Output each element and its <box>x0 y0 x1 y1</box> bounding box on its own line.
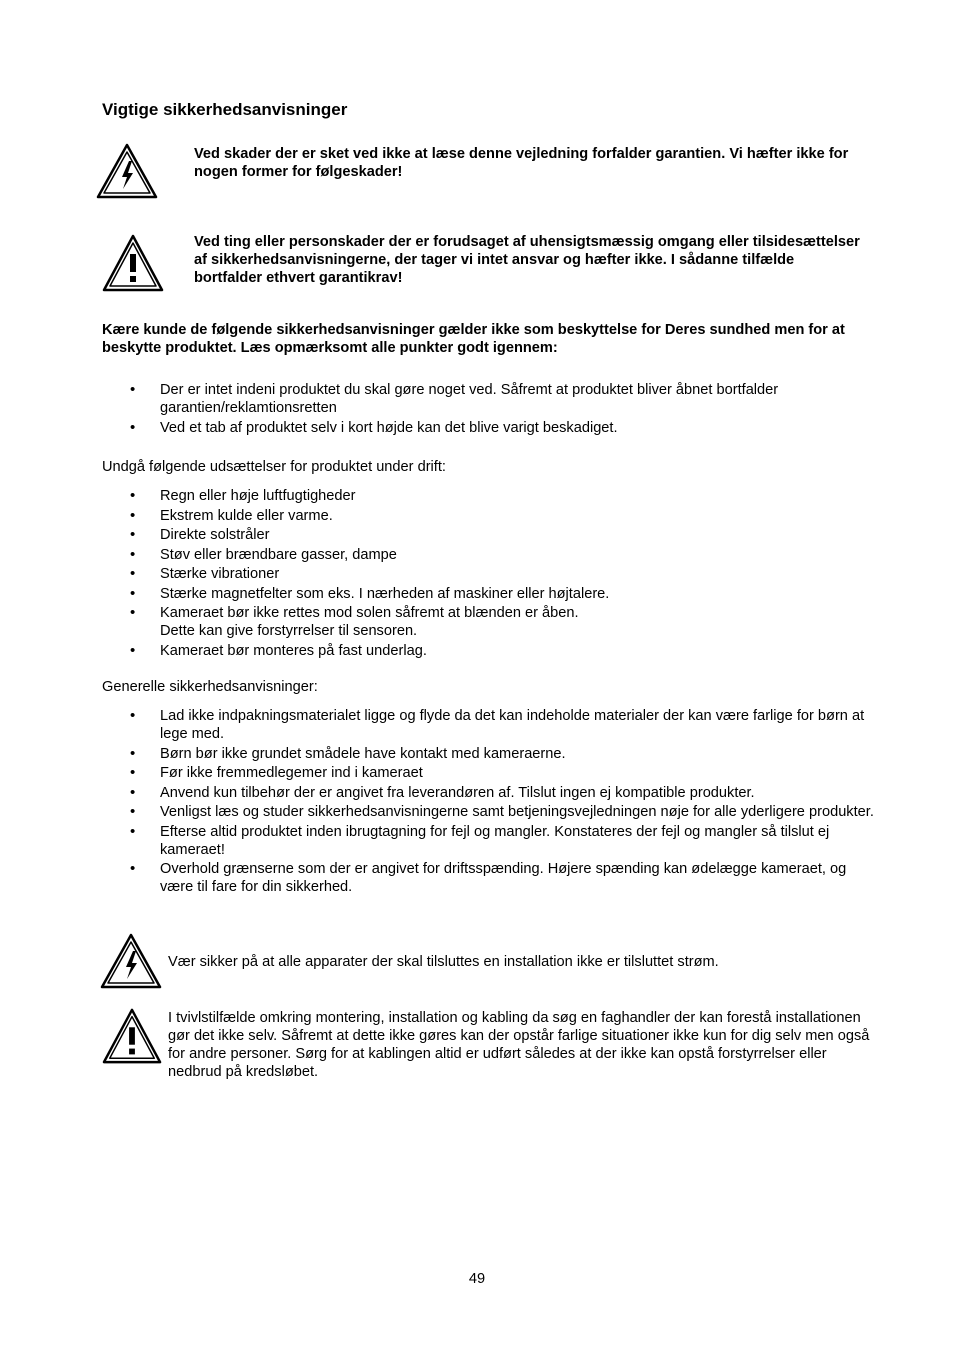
electric-shock-warning-icon <box>96 143 158 199</box>
list-item: • Før ikke fremmedlegemer ind i kameraet <box>102 764 882 782</box>
exclamation-warning-icon <box>102 1007 162 1065</box>
section-heading-avoid: Undgå følgende udsættelser for produktet under drift: <box>102 459 446 475</box>
list-item: • Regn eller høje luftfugtigheder <box>102 487 882 505</box>
list-item: • Direkte solstråler <box>102 526 882 544</box>
bullet-list-2 <box>102 487 882 661</box>
warning-text-2: Ved ting eller personskader der er forudsaget af uhensigtsmæssig omgang eller tilsidesættelser af sikkerhedsanvisningerne, der tager vi intet ansvar og hæfter ikke. I sådanne tilfælde bortfalder ethvert garantikrav! <box>194 234 860 286</box>
list-item: • Venligst læs og studer sikkerhedsanvisningerne samt betjeningsvejledningen nøje for alle yderligere produkter. <box>102 803 882 821</box>
list-item: • Stærke magnetfelter som eks. I nærheden af maskiner eller højtalere. <box>102 585 882 603</box>
page-number: 49 <box>468 1271 486 1287</box>
list-item: • Lad ikke indpakningsmaterialet ligge og flyde da det kan indeholde materialer der kan være farlige for børn at lege med. <box>102 707 882 743</box>
list-item: • Ekstrem kulde eller varme. <box>102 507 882 525</box>
list-item: • Der er intet indeni produktet du skal gøre noget ved. Såfremt at produktet bliver åbnet bortfalder garantien/reklamtionsretten <box>102 381 882 417</box>
list-item: • Støv eller brændbare gasser, dampe <box>102 546 882 564</box>
bullet-list-3 <box>102 707 882 898</box>
list-item: • Efterse altid produktet inden ibrugtagning for fejl og mangler. Konstateres der fejl og mangler så tilslut ej kameraet! <box>102 823 882 859</box>
list-item: • Kameraet bør monteres på fast underlag. <box>102 642 882 660</box>
section-heading-general: Generelle sikkerhedsanvisninger: <box>102 679 318 695</box>
list-item: • Ved et tab af produktet selv i kort højde kan det blive varigt beskadiget. <box>102 419 882 437</box>
list-item: • Anvend kun tilbehør der er angivet fra leverandøren af. Tilslut ingen ej kompatible produkter. <box>102 784 882 802</box>
list-item: • Stærke vibrationer <box>102 565 882 583</box>
list-item: • Kameraet bør ikke rettes mod solen såfremt at blænden er åben. Dette kan give forstyrrelser til sensoren. <box>102 604 882 640</box>
intro-text: Kære kunde de følgende sikkerhedsanvisninger gælder ikke som beskyttelse for Deres sundhed men for at beskytte produktet. Læs opmærksomt alle punkter godt igennem: <box>102 322 845 356</box>
bullet-list-1 <box>102 381 882 438</box>
warning-text-3: Vær sikker på at alle apparater der skal tilsluttes en installation ikke er tilsluttet strøm. <box>168 954 719 970</box>
warning-text-1: Ved skader der er sket ved ikke at læse denne vejledning forfalder garantien. Vi hæfter ikke for nogen former for følgeskader! <box>194 146 849 180</box>
list-item: • Overhold grænserne som der er angivet for driftsspænding. Højere spænding kan ødelægge kameraet, og være til fare for din sikkerhed. <box>102 860 882 896</box>
list-item: • Børn bør ikke grundet smådele have kontakt med kameraerne. <box>102 745 882 763</box>
exclamation-warning-icon <box>102 234 164 292</box>
page-title: Vigtige sikkerhedsanvisninger <box>102 100 348 119</box>
electric-shock-warning-icon <box>100 933 162 989</box>
warning-text-4: I tvivlstilfælde omkring montering, installation og kabling da søg en faghandler der kan forestå installationen gør det ikke selv. Såfremt at dette ikke gøres kan der opstår farlige situationer ikke kun for dig selv men også for andre personer. Sørg for at kablingen altid er udført således at der ikke kan opstå forstyrrelser eller nedbrud på kredsløbet. <box>168 1010 870 1080</box>
